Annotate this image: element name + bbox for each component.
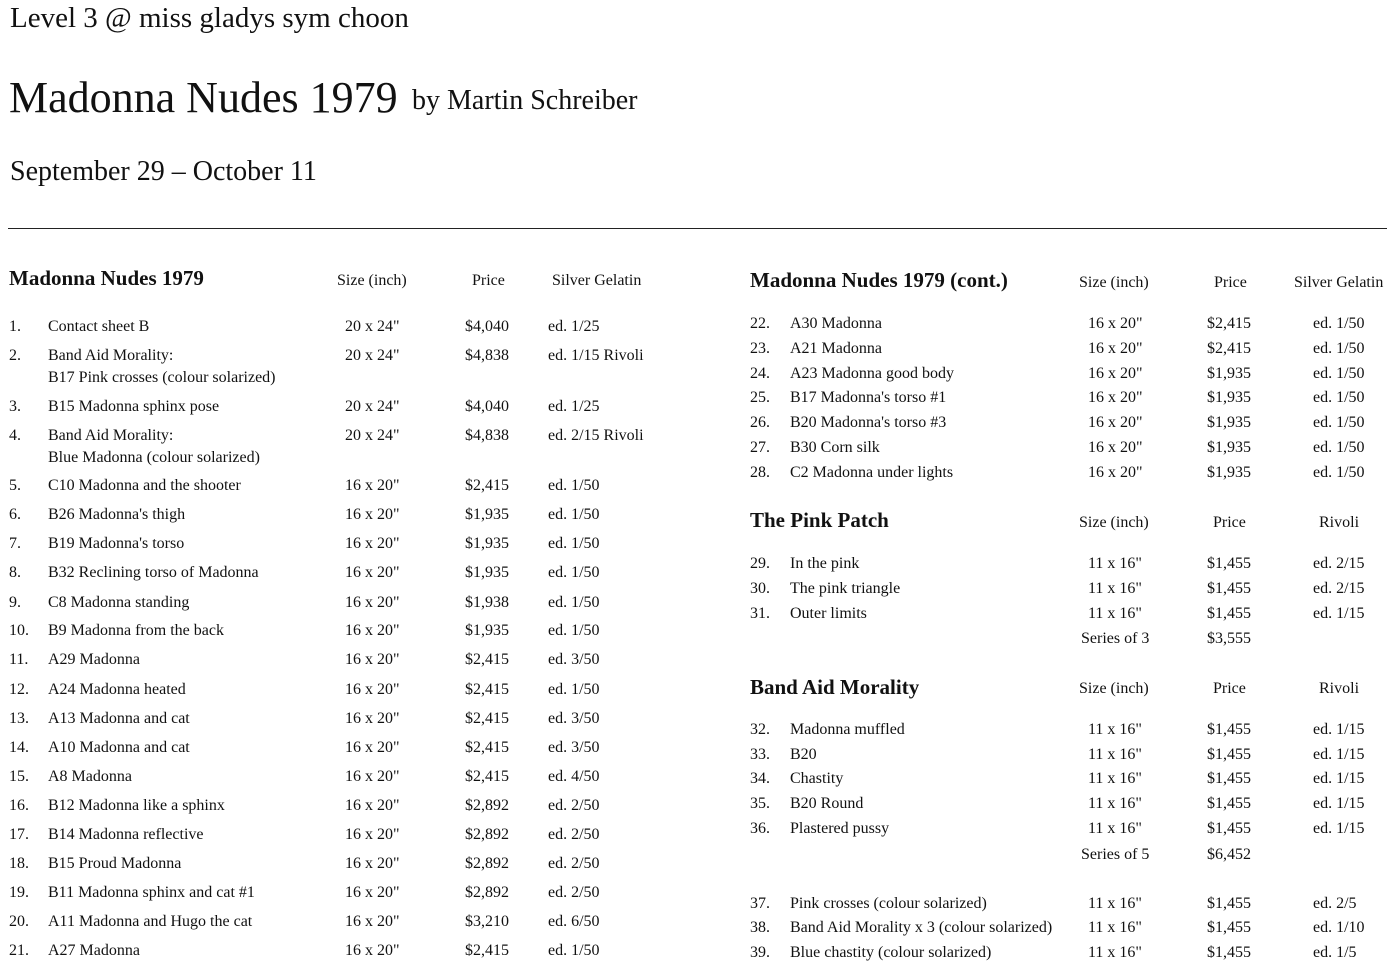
item-edition: ed. 1/50 — [1313, 365, 1365, 382]
item-number: 13. — [9, 710, 29, 727]
divider — [8, 228, 1387, 229]
item-title: Band Aid Morality: — [48, 427, 174, 444]
item-edition: ed. 1/15 — [1313, 820, 1365, 837]
item-title-line2: Blue Madonna (colour solarized) — [48, 449, 260, 466]
exhibition-dates: September 29 – October 11 — [10, 156, 317, 187]
item-price: $1,938 — [465, 594, 509, 611]
item-price: $1,455 — [1207, 820, 1251, 837]
item-number: 17. — [9, 826, 29, 843]
col-header-price: Price — [1214, 274, 1247, 291]
item-edition: ed. 1/15 — [1313, 746, 1365, 763]
item-price: $1,455 — [1207, 944, 1251, 961]
item-size: 16 x 20" — [1088, 315, 1143, 332]
table-row — [0, 315, 1387, 339]
item-size: 11 x 16" — [1088, 746, 1142, 763]
item-price: $3,210 — [465, 913, 509, 930]
item-title: A30 Madonna — [790, 315, 882, 332]
item-edition: ed. 2/15 — [1313, 580, 1365, 597]
item-edition: ed. 1/50 — [548, 942, 600, 959]
item-title: B20 Madonna's torso #3 — [790, 414, 947, 431]
item-price: $2,415 — [1207, 315, 1251, 332]
table-row — [0, 746, 1387, 770]
item-number: 25. — [750, 389, 770, 406]
item-title: Chastity — [790, 770, 844, 787]
item-price: $1,935 — [465, 535, 509, 552]
item-title: A27 Madonna — [48, 942, 140, 959]
item-price: $1,455 — [1207, 770, 1251, 787]
item-number: 2. — [9, 347, 21, 364]
item-price: $4,040 — [465, 318, 509, 335]
item-title: Outer limits — [790, 605, 867, 622]
table-row — [0, 944, 1387, 968]
item-price: $1,935 — [1207, 439, 1251, 456]
item-number: 4. — [9, 427, 21, 444]
item-price: $1,455 — [1207, 919, 1251, 936]
item-title: B20 Round — [790, 795, 864, 812]
item-size: 16 x 20" — [345, 739, 400, 756]
item-price: $4,040 — [465, 398, 509, 415]
item-price: $1,935 — [1207, 365, 1251, 382]
item-size: 16 x 20" — [1088, 414, 1143, 431]
item-title: A23 Madonna good body — [790, 365, 954, 382]
item-size: 11 x 16" — [1088, 919, 1142, 936]
item-title: A10 Madonna and cat — [48, 739, 190, 756]
table-row — [0, 414, 1387, 438]
item-title: B19 Madonna's torso — [48, 535, 185, 552]
item-title: A11 Madonna and Hugo the cat — [48, 913, 253, 930]
item-edition: ed. 1/15 — [1313, 770, 1365, 787]
item-number: 30. — [750, 580, 770, 597]
item-size: 16 x 20" — [1088, 464, 1143, 481]
item-edition: ed. 1/50 — [548, 506, 600, 523]
item-number: 26. — [750, 414, 770, 431]
item-price: $1,935 — [1207, 389, 1251, 406]
item-edition: ed. 1/15 Rivoli — [548, 347, 644, 364]
item-number: 14. — [9, 739, 29, 756]
item-number: 9. — [9, 594, 21, 611]
item-edition: ed. 1/15 — [1313, 721, 1365, 738]
table-row — [0, 820, 1387, 844]
col-header-edition: Rivoli — [1319, 514, 1360, 531]
item-number: 12. — [9, 681, 29, 698]
item-price: $2,892 — [465, 797, 509, 814]
table-row — [0, 506, 1387, 530]
item-price: $2,415 — [465, 477, 509, 494]
col-header-size: Size (inch) — [1079, 680, 1149, 697]
item-number: 33. — [750, 746, 770, 763]
item-title: Madonna muffled — [790, 721, 905, 738]
artist-byline: by Martin Schreiber — [412, 85, 638, 116]
series-label: Series of 5 — [1081, 846, 1150, 863]
item-number: 38. — [750, 919, 770, 936]
item-title: The pink triangle — [790, 580, 901, 597]
item-number: 31. — [750, 605, 770, 622]
item-edition: ed. 2/50 — [548, 826, 600, 843]
item-price: $1,935 — [1207, 414, 1251, 431]
col-header-edition: Silver Gelatin — [1294, 274, 1384, 291]
item-title: B11 Madonna sphinx and cat #1 — [48, 884, 255, 901]
item-edition: ed. 1/15 — [1313, 605, 1365, 622]
item-price: $2,415 — [465, 768, 509, 785]
item-number: 35. — [750, 795, 770, 812]
item-edition: ed. 3/50 — [548, 739, 600, 756]
table-row — [0, 389, 1387, 413]
item-size: 16 x 20" — [1088, 439, 1143, 456]
item-edition: ed. 1/5 — [1313, 944, 1357, 961]
item-size: 16 x 20" — [345, 855, 400, 872]
item-price: $1,455 — [1207, 580, 1251, 597]
item-number: 16. — [9, 797, 29, 814]
table-row — [0, 580, 1387, 604]
item-number: 39. — [750, 944, 770, 961]
item-price: $2,892 — [465, 826, 509, 843]
col-header-price: Price — [472, 272, 505, 289]
item-title: B30 Corn silk — [790, 439, 880, 456]
table-row — [0, 795, 1387, 819]
item-title: A29 Madonna — [48, 651, 140, 668]
item-title: A13 Madonna and cat — [48, 710, 190, 727]
item-number: 21. — [9, 942, 29, 959]
item-size: 16 x 20" — [345, 681, 400, 698]
item-number: 37. — [750, 895, 770, 912]
item-number: 18. — [9, 855, 29, 872]
item-size: 16 x 20" — [345, 768, 400, 785]
series-label: Series of 3 — [1081, 630, 1150, 647]
item-title: B32 Reclining torso of Madonna — [48, 564, 259, 581]
item-size: 11 x 16" — [1088, 895, 1142, 912]
item-price: $2,415 — [465, 710, 509, 727]
item-number: 7. — [9, 535, 21, 552]
item-number: 29. — [750, 555, 770, 572]
item-number: 1. — [9, 318, 21, 335]
item-number: 32. — [750, 721, 770, 738]
item-price: $1,935 — [465, 564, 509, 581]
series-price: $6,452 — [1207, 846, 1251, 863]
item-title: Blue chastity (colour solarized) — [790, 944, 992, 961]
item-size: 20 x 24" — [345, 427, 400, 444]
table-row — [0, 555, 1387, 579]
item-size: 16 x 20" — [345, 622, 400, 639]
item-number: 23. — [750, 340, 770, 357]
item-edition: ed. 2/15 — [1313, 555, 1365, 572]
item-size: 16 x 20" — [345, 477, 400, 494]
item-price: $1,455 — [1207, 605, 1251, 622]
item-edition: ed. 6/50 — [548, 913, 600, 930]
table-row — [0, 721, 1387, 745]
item-title: Band Aid Morality: — [48, 347, 174, 364]
item-price: $1,455 — [1207, 895, 1251, 912]
item-size: 11 x 16" — [1088, 605, 1142, 622]
item-title: Pink crosses (colour solarized) — [790, 895, 987, 912]
item-size: 16 x 20" — [345, 884, 400, 901]
item-edition: ed. 2/15 Rivoli — [548, 427, 644, 444]
item-title: B20 — [790, 746, 817, 763]
item-number: 5. — [9, 477, 21, 494]
item-price: $2,892 — [465, 855, 509, 872]
item-price: $2,415 — [1207, 340, 1251, 357]
item-number: 8. — [9, 564, 21, 581]
section-title-madonna-nudes: Madonna Nudes 1979 — [9, 266, 204, 290]
section-title-band-aid-morality: Band Aid Morality — [750, 675, 920, 699]
item-size: 16 x 20" — [345, 564, 400, 581]
item-price: $2,415 — [465, 942, 509, 959]
item-edition: ed. 1/25 — [548, 398, 600, 415]
item-size: 11 x 16" — [1088, 820, 1142, 837]
item-size: 11 x 16" — [1088, 795, 1142, 812]
item-size: 16 x 20" — [345, 535, 400, 552]
table-row — [0, 681, 1387, 705]
venue-heading: Level 3 @ miss gladys sym choon — [10, 2, 409, 34]
item-title: B17 Madonna's torso #1 — [790, 389, 947, 406]
item-size: 16 x 20" — [345, 710, 400, 727]
item-number: 27. — [750, 439, 770, 456]
page-title: Madonna Nudes 1979 — [9, 73, 398, 122]
item-edition: ed. 1/50 — [1313, 340, 1365, 357]
item-number: 24. — [750, 365, 770, 382]
col-header-edition: Rivoli — [1319, 680, 1360, 697]
item-price: $1,455 — [1207, 746, 1251, 763]
item-edition: ed. 3/50 — [548, 710, 600, 727]
item-size: 11 x 16" — [1088, 944, 1142, 961]
table-row — [0, 340, 1387, 364]
item-title: A8 Madonna — [48, 768, 132, 785]
item-number: 15. — [9, 768, 29, 785]
item-size: 16 x 20" — [345, 506, 400, 523]
col-header-price: Price — [1213, 514, 1246, 531]
item-size: 11 x 16" — [1088, 721, 1142, 738]
item-title: B14 Madonna reflective — [48, 826, 204, 843]
item-edition: ed. 1/50 — [1313, 315, 1365, 332]
table-row — [0, 651, 1387, 675]
item-size: 16 x 20" — [1088, 365, 1143, 382]
item-edition: ed. 2/50 — [548, 797, 600, 814]
item-title: Contact sheet B — [48, 318, 150, 335]
item-title: Plastered pussy — [790, 820, 890, 837]
item-edition: ed. 1/50 — [548, 681, 600, 698]
item-title: B9 Madonna from the back — [48, 622, 224, 639]
col-header-size: Size (inch) — [1079, 274, 1149, 291]
item-edition: ed. 1/10 — [1313, 919, 1365, 936]
item-title-line2: B17 Pink crosses (colour solarized) — [48, 369, 276, 386]
item-edition: ed. 1/50 — [1313, 414, 1365, 431]
item-size: 16 x 20" — [345, 913, 400, 930]
section-title-madonna-nudes-cont: Madonna Nudes 1979 (cont.) — [750, 268, 1008, 292]
item-number: 19. — [9, 884, 29, 901]
item-number: 28. — [750, 464, 770, 481]
item-edition: ed. 1/25 — [548, 318, 600, 335]
item-number: 3. — [9, 398, 21, 415]
item-title: B15 Madonna sphinx pose — [48, 398, 220, 415]
item-size: 11 x 16" — [1088, 555, 1142, 572]
item-price: $2,415 — [465, 651, 509, 668]
item-edition: ed. 1/50 — [1313, 439, 1365, 456]
table-row — [0, 439, 1387, 463]
item-edition: ed. 1/50 — [548, 594, 600, 611]
col-header-size: Size (inch) — [1079, 514, 1149, 531]
item-price: $1,935 — [465, 506, 509, 523]
col-header-edition: Silver Gelatin — [552, 272, 642, 289]
table-row — [0, 919, 1387, 943]
item-price: $1,455 — [1207, 795, 1251, 812]
table-row — [0, 605, 1387, 629]
item-title: B12 Madonna like a sphinx — [48, 797, 225, 814]
item-size: 20 x 24" — [345, 347, 400, 364]
item-price: $4,838 — [465, 347, 509, 364]
item-number: 34. — [750, 770, 770, 787]
item-edition: ed. 1/50 — [548, 622, 600, 639]
item-size: 16 x 20" — [345, 826, 400, 843]
item-title: B26 Madonna's thigh — [48, 506, 186, 523]
item-number: 6. — [9, 506, 21, 523]
item-edition: ed. 3/50 — [548, 651, 600, 668]
item-price: $1,455 — [1207, 555, 1251, 572]
item-title: A24 Madonna heated — [48, 681, 186, 698]
item-size: 16 x 20" — [345, 651, 400, 668]
item-number: 10. — [9, 622, 29, 639]
item-price: $1,935 — [1207, 464, 1251, 481]
item-price: $2,415 — [465, 739, 509, 756]
item-title: C2 Madonna under lights — [790, 464, 954, 481]
item-title: C8 Madonna standing — [48, 594, 190, 611]
item-number: 36. — [750, 820, 770, 837]
item-price: $1,935 — [465, 622, 509, 639]
item-size: 20 x 24" — [345, 398, 400, 415]
table-row — [0, 365, 1387, 389]
item-edition: ed. 2/50 — [548, 884, 600, 901]
item-edition: ed. 2/5 — [1313, 895, 1357, 912]
item-price: $1,455 — [1207, 721, 1251, 738]
item-title: In the pink — [790, 555, 860, 572]
table-row — [0, 895, 1387, 919]
item-edition: ed. 2/50 — [548, 855, 600, 872]
item-size: 11 x 16" — [1088, 580, 1142, 597]
item-title: B15 Proud Madonna — [48, 855, 182, 872]
item-edition: ed. 1/50 — [548, 535, 600, 552]
item-title: Band Aid Morality x 3 (colour solarized) — [790, 919, 1053, 936]
series-price: $3,555 — [1207, 630, 1251, 647]
item-size: 20 x 24" — [345, 318, 400, 335]
item-edition: ed. 1/50 — [1313, 389, 1365, 406]
section-title-pink-patch: The Pink Patch — [750, 508, 889, 532]
item-price: $2,892 — [465, 884, 509, 901]
item-size: 16 x 20" — [1088, 340, 1143, 357]
item-size: 16 x 20" — [1088, 389, 1143, 406]
item-size: 16 x 20" — [345, 942, 400, 959]
table-row — [0, 770, 1387, 794]
item-size: 16 x 20" — [345, 594, 400, 611]
item-size: 16 x 20" — [345, 797, 400, 814]
item-price: $2,415 — [465, 681, 509, 698]
table-row — [0, 855, 1387, 879]
item-number: 22. — [750, 315, 770, 332]
col-header-size: Size (inch) — [337, 272, 407, 289]
table-row — [0, 464, 1387, 488]
item-title: A21 Madonna — [790, 340, 882, 357]
item-edition: ed. 1/50 — [548, 477, 600, 494]
item-title: C10 Madonna and the shooter — [48, 477, 241, 494]
item-edition: ed. 1/15 — [1313, 795, 1365, 812]
item-number: 11. — [9, 651, 29, 668]
item-edition: ed. 1/50 — [1313, 464, 1365, 481]
item-price: $4,838 — [465, 427, 509, 444]
item-number: 20. — [9, 913, 29, 930]
item-edition: ed. 4/50 — [548, 768, 600, 785]
item-edition: ed. 1/50 — [548, 564, 600, 581]
col-header-price: Price — [1213, 680, 1246, 697]
item-size: 11 x 16" — [1088, 770, 1142, 787]
